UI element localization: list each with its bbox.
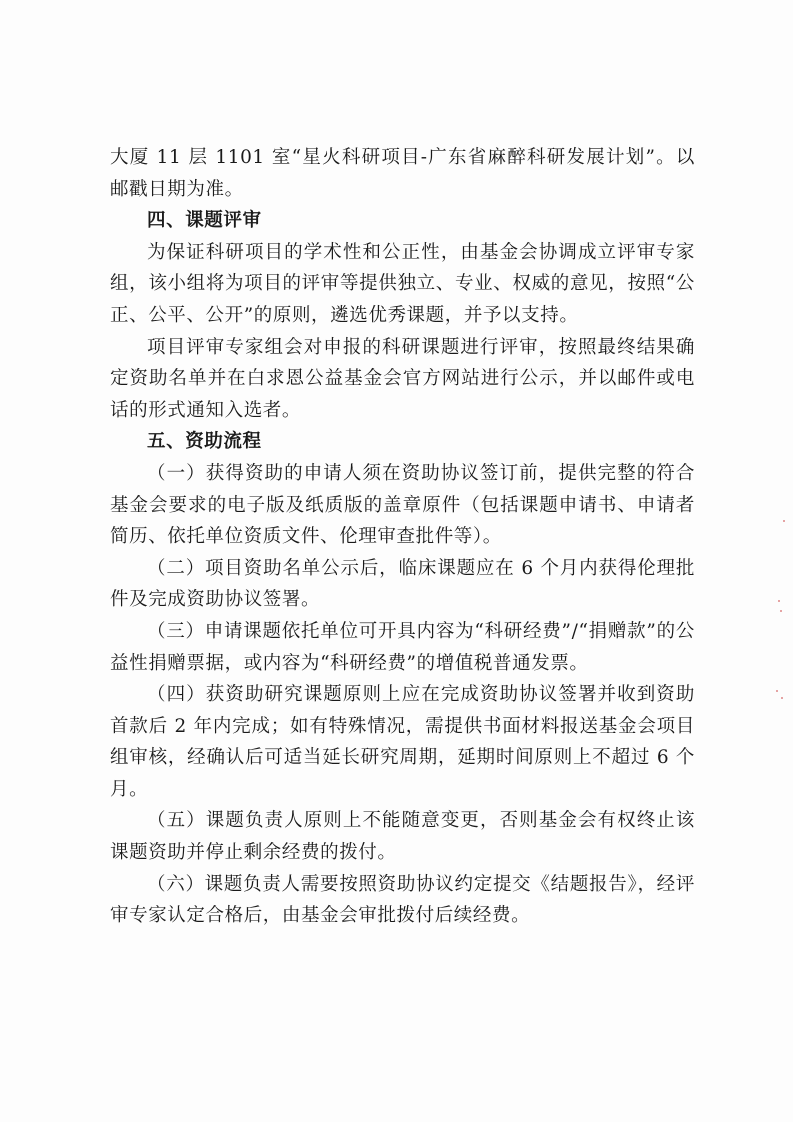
section-heading-review: 四、课题评审	[147, 210, 262, 232]
paragraph-address-continuation: 大厦 11 层 1101 室“星火科研项目-广东省麻醉科研发展计划”。以邮戳日期为准。	[110, 147, 695, 200]
scan-speck	[781, 697, 783, 699]
paragraph-process-item-4: （四）获资助研究课题原则上应在完成资助协议签署并收到资助首款后 2 年内完成；如有特殊情况，需提供书面材料报送基金会项目组审核，经确认后可适当延长研究周期，延期时间原则上不超过 6 个月。	[110, 684, 695, 800]
paragraph-process-item-1: （一）获得资助的申请人须在资助协议签订前，提供完整的符合基金会要求的电子版及纸质版的盖章原件（包括课题申请书、申请者简历、依托单位资质文件、伦理审查批件等）。	[110, 462, 695, 548]
paragraph-process-item-6: （六）课题负责人需要按照资助协议约定提交《结题报告》，经评审专家认定合格后，由基金会审批拨付后续经费。	[110, 873, 695, 927]
scan-speck	[776, 690, 778, 692]
section-heading-funding-process: 五、资助流程	[147, 431, 262, 453]
paragraph-review-result: 项目评审专家组会对申报的科研课题进行评审，按照最终结果确定资助名单并在白求恩公益基金会官方网站进行公示，并以邮件或电话的形式通知入选者。	[110, 336, 695, 421]
paragraph-process-item-2: （二）项目资助名单公示后，临床课题应在 6 个月内获得伦理批件及完成资助协议签署。	[110, 557, 695, 611]
scan-speck	[783, 520, 785, 522]
scan-speck	[780, 610, 782, 612]
paragraph-process-item-3: （三）申请课题依托单位可开具内容为“科研经费”/“捐赠款”的公益性捐赠票据，或内容为“科研经费”的增值税普通发票。	[110, 620, 695, 674]
paragraph-process-item-5: （五）课题负责人原则上不能随意变更，否则基金会有权终止该课题资助并停止剩余经费的拨付。	[110, 810, 695, 864]
paragraph-review-panel: 为保证科研项目的学术性和公正性，由基金会协调成立评审专家组，该小组将为项目的评审等提供独立、专业、权威的意见，按照“公正、公平、公开”的原则，遴选优秀课题，并予以支持。	[110, 241, 695, 326]
document-body	[110, 142, 695, 932]
scan-speck	[778, 600, 780, 602]
